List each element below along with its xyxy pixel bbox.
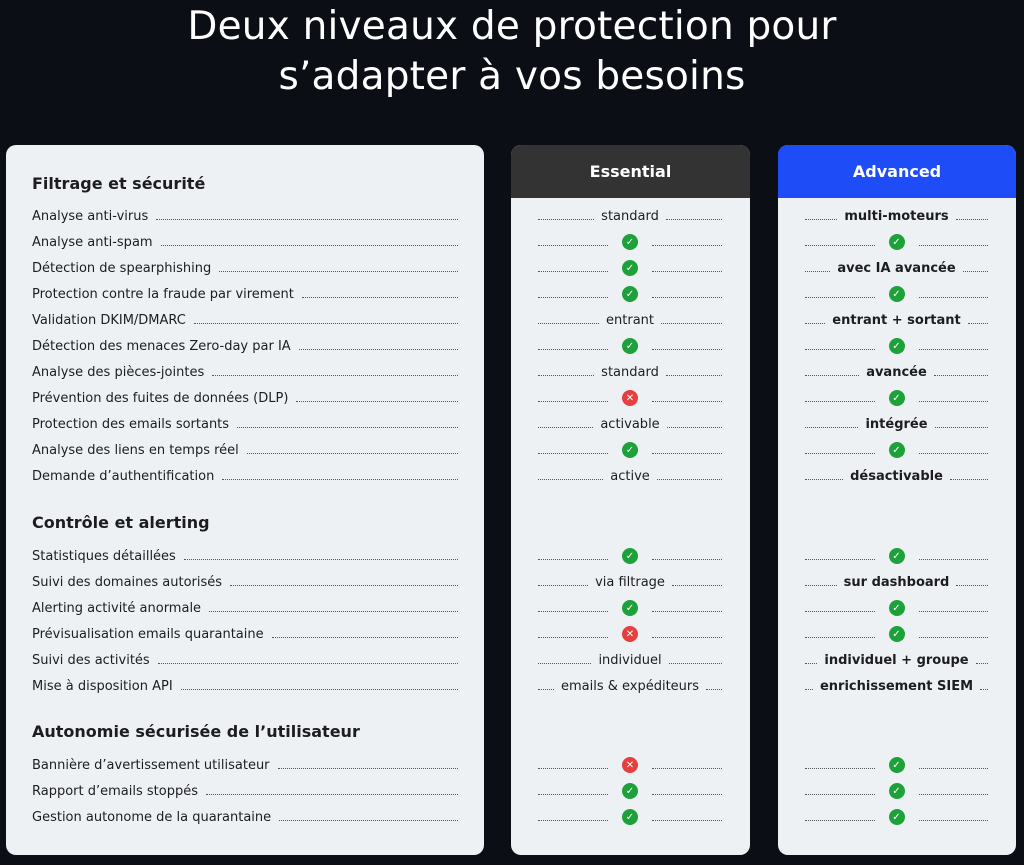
plan-section xyxy=(511,508,750,699)
feature-row xyxy=(6,778,484,804)
plan-row xyxy=(511,437,750,463)
feature-row xyxy=(6,621,484,647)
plan-row xyxy=(511,673,750,699)
check-icon: ✓ xyxy=(889,338,905,354)
plan-section xyxy=(778,717,1016,830)
check-icon: ✓ xyxy=(889,548,905,564)
plan-section xyxy=(511,198,750,489)
dotted-leader xyxy=(805,219,837,220)
check-icon: ✓ xyxy=(889,783,905,799)
dotted-leader xyxy=(538,349,608,350)
plan-row xyxy=(511,569,750,595)
plan-value: via filtrage xyxy=(595,574,665,590)
plan-row xyxy=(511,203,750,229)
dotted-leader xyxy=(652,271,722,272)
dotted-leader xyxy=(976,663,988,664)
plan-row xyxy=(778,647,1016,673)
dotted-leader xyxy=(538,401,608,402)
feature-row xyxy=(6,307,484,333)
dotted-leader xyxy=(652,349,722,350)
plan-row xyxy=(511,543,750,569)
feature-row xyxy=(6,411,484,437)
dotted-leader xyxy=(538,611,608,612)
dotted-leader xyxy=(934,375,988,376)
feature-label: Analyse anti-virus xyxy=(32,208,149,224)
plan-rows xyxy=(511,752,750,830)
dotted-leader xyxy=(805,611,875,612)
check-icon: ✓ xyxy=(622,809,638,825)
dotted-leader xyxy=(919,401,989,402)
dotted-leader xyxy=(652,453,722,454)
plan-row xyxy=(778,463,1016,489)
check-icon: ✓ xyxy=(622,783,638,799)
feature-label: Gestion autonome de la quarantaine xyxy=(32,809,272,825)
section-title: Filtrage et sécurité xyxy=(32,174,206,193)
check-icon: ✓ xyxy=(889,234,905,250)
dotted-leader xyxy=(652,768,722,769)
feature-label: Statistiques détaillées xyxy=(32,548,176,564)
dotted-leader xyxy=(919,768,989,769)
dotted-leader xyxy=(919,559,989,560)
plan-essential-header: Essential xyxy=(511,145,750,198)
dotted-leader xyxy=(666,375,722,376)
plan-row xyxy=(778,752,1016,778)
feature-label: Protection des emails sortants xyxy=(32,416,230,432)
dotted-leader xyxy=(805,689,813,690)
plan-value: individuel xyxy=(598,652,662,668)
plan-row xyxy=(778,307,1016,333)
plan-value: enrichissement SIEM xyxy=(819,678,974,694)
dotted-leader xyxy=(805,271,830,272)
dotted-leader xyxy=(230,585,458,586)
dotted-leader xyxy=(652,637,722,638)
dotted-leader xyxy=(805,663,817,664)
dotted-leader xyxy=(652,245,722,246)
dotted-leader xyxy=(805,585,837,586)
plan-section xyxy=(778,508,1016,699)
plan-essential-card xyxy=(511,145,750,855)
dotted-leader xyxy=(158,663,458,664)
check-icon: ✓ xyxy=(889,600,905,616)
dotted-leader xyxy=(538,768,608,769)
section-title: Contrôle et alerting xyxy=(32,513,210,532)
plan-advanced-header: Advanced xyxy=(778,145,1016,198)
plan-row xyxy=(511,229,750,255)
dotted-leader xyxy=(805,559,875,560)
dotted-leader xyxy=(661,323,722,324)
plan-rows xyxy=(511,203,750,489)
dotted-leader xyxy=(538,479,603,480)
cross-icon: ✕ xyxy=(622,390,638,406)
dotted-leader xyxy=(279,820,458,821)
plan-row xyxy=(778,411,1016,437)
dotted-leader xyxy=(919,794,989,795)
plan-row xyxy=(778,359,1016,385)
feature-label: Prévisualisation emails quarantaine xyxy=(32,626,264,642)
feature-row xyxy=(6,673,484,699)
plan-row xyxy=(778,281,1016,307)
dotted-leader xyxy=(652,297,722,298)
check-icon: ✓ xyxy=(622,260,638,276)
plan-row xyxy=(778,229,1016,255)
plan-row xyxy=(778,255,1016,281)
dotted-leader xyxy=(299,349,458,350)
check-icon: ✓ xyxy=(622,442,638,458)
plan-row xyxy=(778,595,1016,621)
feature-label: Analyse anti-spam xyxy=(32,234,153,250)
plan-value: standard xyxy=(601,208,659,224)
feature-row xyxy=(6,647,484,673)
dotted-leader xyxy=(161,245,458,246)
plan-section xyxy=(511,717,750,830)
feature-row xyxy=(6,437,484,463)
dotted-leader xyxy=(538,323,599,324)
dotted-leader xyxy=(935,427,988,428)
dotted-leader xyxy=(194,323,458,324)
dotted-leader xyxy=(805,794,875,795)
feature-label: Demande d’authentification xyxy=(32,468,215,484)
plan-rows xyxy=(511,543,750,699)
dotted-leader xyxy=(538,219,594,220)
dotted-leader xyxy=(538,585,588,586)
dotted-leader xyxy=(805,768,875,769)
feature-label: Détection de spearphishing xyxy=(32,260,212,276)
plan-value: multi-moteurs xyxy=(844,208,949,224)
feature-row xyxy=(6,595,484,621)
dotted-leader xyxy=(652,820,722,821)
plan-value: activable xyxy=(600,416,660,432)
check-icon: ✓ xyxy=(889,390,905,406)
dotted-leader xyxy=(652,559,722,560)
dotted-leader xyxy=(538,453,608,454)
dotted-leader xyxy=(538,427,593,428)
feature-label: Protection contre la fraude par virement xyxy=(32,286,294,302)
dotted-leader xyxy=(538,271,608,272)
dotted-leader xyxy=(919,820,989,821)
check-icon: ✓ xyxy=(622,548,638,564)
dotted-leader xyxy=(237,427,458,428)
feature-row xyxy=(6,255,484,281)
feature-rows xyxy=(6,203,484,489)
plan-row xyxy=(511,647,750,673)
dotted-leader xyxy=(667,427,722,428)
check-icon: ✓ xyxy=(622,286,638,302)
section-spacer xyxy=(778,508,1016,538)
dotted-leader xyxy=(538,663,591,664)
dotted-leader xyxy=(956,219,988,220)
feature-row xyxy=(6,543,484,569)
dotted-leader xyxy=(919,349,989,350)
dotted-leader xyxy=(538,689,554,690)
plan-value: désactivable xyxy=(850,468,943,484)
dotted-leader xyxy=(538,820,608,821)
dotted-leader xyxy=(805,349,875,350)
plan-section xyxy=(778,198,1016,489)
dotted-leader xyxy=(156,219,458,220)
feature-label: Mise à disposition API xyxy=(32,678,173,694)
dotted-leader xyxy=(956,585,988,586)
feature-label: Suivi des domaines autorisés xyxy=(32,574,223,590)
dotted-leader xyxy=(805,820,875,821)
dotted-leader xyxy=(805,245,875,246)
check-icon: ✓ xyxy=(622,234,638,250)
plan-row xyxy=(778,437,1016,463)
dotted-leader xyxy=(919,453,989,454)
dotted-leader xyxy=(919,611,989,612)
plan-row xyxy=(511,385,750,411)
feature-row xyxy=(6,359,484,385)
dotted-leader xyxy=(805,297,875,298)
dotted-leader xyxy=(219,271,458,272)
plan-value: intégrée xyxy=(865,416,928,432)
plan-row xyxy=(511,463,750,489)
section-spacer xyxy=(511,717,750,747)
check-icon: ✓ xyxy=(889,757,905,773)
dotted-leader xyxy=(805,323,825,324)
plan-value: avancée xyxy=(866,364,927,380)
plan-row xyxy=(511,752,750,778)
plan-row xyxy=(778,333,1016,359)
plan-value: entrant xyxy=(606,312,654,328)
dotted-leader xyxy=(652,611,722,612)
dotted-leader xyxy=(209,611,458,612)
dotted-leader xyxy=(652,794,722,795)
feature-label: Suivi des activités xyxy=(32,652,150,668)
dotted-leader xyxy=(706,689,722,690)
feature-row xyxy=(6,229,484,255)
plan-row xyxy=(511,359,750,385)
section-spacer xyxy=(778,717,1016,747)
plan-row xyxy=(511,307,750,333)
dotted-leader xyxy=(919,245,989,246)
dotted-leader xyxy=(805,401,875,402)
feature-row xyxy=(6,333,484,359)
feature-row xyxy=(6,203,484,229)
feature-row xyxy=(6,752,484,778)
plan-value: individuel + groupe xyxy=(824,652,969,668)
plan-row xyxy=(511,595,750,621)
dotted-leader xyxy=(805,375,859,376)
dotted-leader xyxy=(181,689,458,690)
dotted-leader xyxy=(206,794,458,795)
dotted-leader xyxy=(278,768,458,769)
feature-rows xyxy=(6,752,484,830)
plan-row xyxy=(511,255,750,281)
feature-label: Alerting activité anormale xyxy=(32,600,202,616)
plan-row xyxy=(778,543,1016,569)
dotted-leader xyxy=(963,271,988,272)
plan-value: avec IA avancée xyxy=(837,260,956,276)
cross-icon: ✕ xyxy=(622,626,638,642)
plan-row xyxy=(511,778,750,804)
plan-value: standard xyxy=(601,364,659,380)
dotted-leader xyxy=(538,559,608,560)
feature-section xyxy=(6,717,484,830)
dotted-leader xyxy=(968,323,988,324)
plan-rows xyxy=(778,203,1016,489)
dotted-leader xyxy=(805,637,875,638)
dotted-leader xyxy=(222,479,458,480)
plan-rows xyxy=(778,752,1016,830)
plan-row xyxy=(778,804,1016,830)
dotted-leader xyxy=(652,401,722,402)
plan-row xyxy=(778,385,1016,411)
check-icon: ✓ xyxy=(889,809,905,825)
plan-row xyxy=(511,281,750,307)
dotted-leader xyxy=(296,401,458,402)
plan-row xyxy=(511,804,750,830)
plan-row xyxy=(778,673,1016,699)
plan-row xyxy=(778,621,1016,647)
feature-label: Rapport d’emails stoppés xyxy=(32,783,198,799)
check-icon: ✓ xyxy=(889,286,905,302)
dotted-leader xyxy=(805,479,843,480)
plan-row xyxy=(511,333,750,359)
dotted-leader xyxy=(805,453,875,454)
plan-row xyxy=(511,621,750,647)
dotted-leader xyxy=(919,297,989,298)
feature-label: Validation DKIM/DMARC xyxy=(32,312,186,328)
plan-value: entrant + sortant xyxy=(832,312,961,328)
plan-value: active xyxy=(610,468,650,484)
feature-row xyxy=(6,463,484,489)
feature-rows xyxy=(6,543,484,699)
plan-row xyxy=(778,569,1016,595)
feature-row xyxy=(6,281,484,307)
feature-row xyxy=(6,569,484,595)
feature-section xyxy=(6,508,484,699)
check-icon: ✓ xyxy=(622,600,638,616)
cross-icon: ✕ xyxy=(622,757,638,773)
dotted-leader xyxy=(538,794,608,795)
dotted-leader xyxy=(950,479,988,480)
dotted-leader xyxy=(538,637,608,638)
dotted-leader xyxy=(672,585,722,586)
dotted-leader xyxy=(302,297,458,298)
dotted-leader xyxy=(657,479,722,480)
plan-row xyxy=(778,778,1016,804)
check-icon: ✓ xyxy=(889,442,905,458)
feature-label: Analyse des pièces-jointes xyxy=(32,364,205,380)
dotted-leader xyxy=(919,637,989,638)
page-title: Deux niveaux de protection pour s’adapter à vos besoins xyxy=(187,4,837,99)
plan-rows xyxy=(778,543,1016,699)
dotted-leader xyxy=(538,297,608,298)
feature-row xyxy=(6,804,484,830)
plan-advanced-card xyxy=(778,145,1016,855)
section-spacer xyxy=(511,508,750,538)
plan-row xyxy=(778,203,1016,229)
features-card xyxy=(6,145,484,855)
check-icon: ✓ xyxy=(889,626,905,642)
plan-row xyxy=(511,411,750,437)
dotted-leader xyxy=(805,427,858,428)
section-title: Autonomie sécurisée de l’utilisateur xyxy=(32,722,360,741)
feature-label: Prévention des fuites de données (DLP) xyxy=(32,390,289,406)
feature-label: Analyse des liens en temps réel xyxy=(32,442,239,458)
dotted-leader xyxy=(538,375,594,376)
plan-value: sur dashboard xyxy=(843,574,950,590)
dotted-leader xyxy=(538,245,608,246)
dotted-leader xyxy=(184,559,458,560)
check-icon: ✓ xyxy=(622,338,638,354)
dotted-leader xyxy=(212,375,458,376)
dotted-leader xyxy=(666,219,722,220)
dotted-leader xyxy=(980,689,988,690)
feature-row xyxy=(6,385,484,411)
feature-section xyxy=(6,169,484,489)
dotted-leader xyxy=(272,637,458,638)
feature-label: Détection des menaces Zero-day par IA xyxy=(32,338,291,354)
plan-value: emails & expéditeurs xyxy=(560,678,700,694)
dotted-leader xyxy=(247,453,458,454)
feature-label: Bannière d’avertissement utilisateur xyxy=(32,757,270,773)
dotted-leader xyxy=(669,663,722,664)
